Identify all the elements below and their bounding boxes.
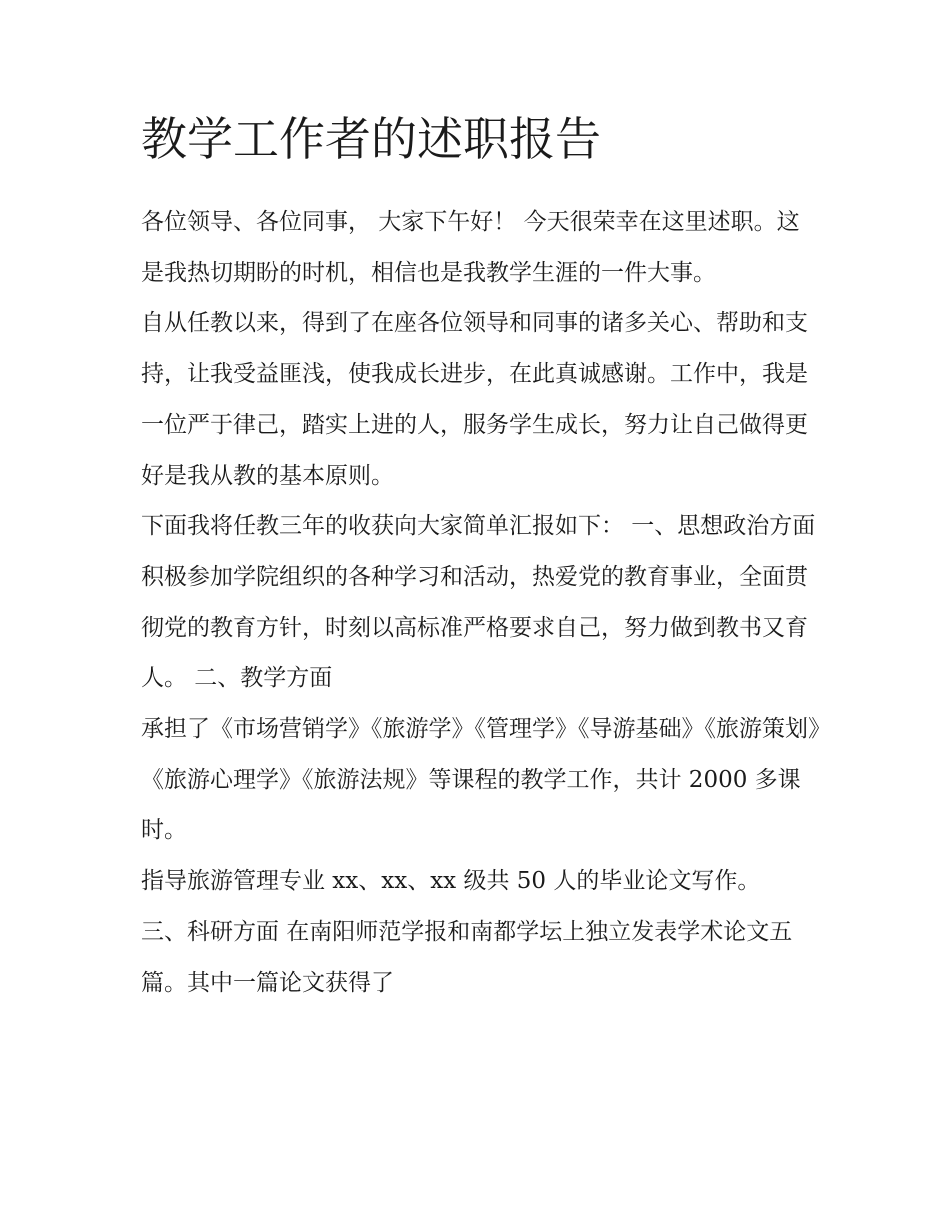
paragraph-thesis-guidance: 指导旅游管理专业 xx、xx、xx 级共 50 人的毕业论文写作。 <box>141 868 761 895</box>
paragraph-summary-intro: 下面我将任教三年的收获向大家简单汇报如下： 一、思想政治方面 <box>141 513 816 540</box>
document-body <box>141 197 821 1008</box>
paragraph-courses: 承担了《市场营销学》《旅游学》《管理学》《导游基础》《旅游策划》《旅游心理学》《旅游法规》等课程的教学工作，共计 2000 多课时。 <box>141 716 820 844</box>
document-title: 教学工作者的述职报告 <box>141 112 601 166</box>
paragraph-research: 三、科研方面 在南阳师范学报和南都学坛上独立发表学术论文五篇。其中一篇论文获得了 <box>141 918 793 996</box>
paragraph-greeting: 各位领导、各位同事， 大家下午好！ 今天很荣幸在这里述职。这是我热切期盼的时机，相信也是我教学生涯的一件大事。 <box>141 209 800 286</box>
paragraph-ideology: 积极参加学院组织的各种学习和活动，热爱党的教育事业，全面贯彻党的教育方针，时刻以高标准严格要求自己，努力做到教书又育人。 二、教学方面 <box>141 563 808 692</box>
paragraph-thanks: 自从任教以来，得到了在座各位领导和同事的诸多关心、帮助和支持，让我受益匪浅，使我成长进步，在此真诚感谢。工作中，我是一位严于律己，踏实上进的人，服务学生成长，努力让自己做得更好是我从教的基本原则。 <box>141 310 808 489</box>
